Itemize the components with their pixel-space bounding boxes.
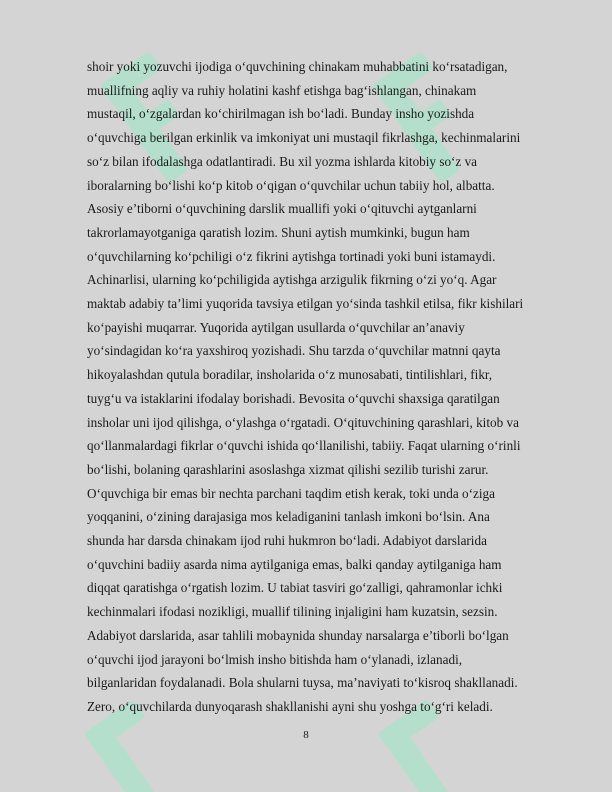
text-line: hikoyalashdan qutula boradilar, insholarida o‘z munosabati, tintilishlari, fikr, [87,367,493,383]
text-line: o‘quvchini badiiy asarda nima aytilganiga emas, balki qanday aytilganiga ham [87,556,502,572]
text-line: takrorlamayotganiga qaratish lozim. Shuni aytish mumkinki, bugun ham [87,224,470,240]
text-line: yo‘sindagidan ko‘ra yaxshiroq yozishadi. Shu tarzda o‘quvchilar matnni qayta [87,343,501,359]
text-line: yoqqanini, o‘zining darajasiga mos keladiganini tanlash imkoni bo‘lsin. Ana [87,509,490,525]
text-line: tuyg‘u va istaklarini ifodalay borishadi. Bevosita o‘quvchi shaxsiga qaratilgan [87,390,500,406]
text-line: o‘quvchilarning ko‘pchiligi o‘z fikrini aytishga tortinadi yoki buni istamaydi. [87,248,496,264]
text-line: Achinarlisi, ularning ko‘pchiligida aytishga arzigulik fikrning o‘zi yo‘q. Agar [87,272,497,288]
text-line: shoir yoki yozuvchi ijodiga o‘quvchining chinakam muhabbatini ko‘rsatadigan, [87,59,508,74]
text-line: diqqat qaratishga o‘rgatish lozim. U tabiat tasviri go‘zalligi, qahramonlar ichki [87,580,503,596]
text-line: o‘quvchiga berilgan erkinlik va imkoniyat uni mustaqil fikrlashga, kechinmalarini [87,130,521,146]
text-line: Zero, o‘quvchilarda dunyoqarash shakllanishi ayni shu yoshga to‘g‘ri keladi. [87,698,493,714]
text-line: kechinmalari ifodasi nozikligi, muallif tilining injaligini ham kuzatsin, sezsin. [87,604,498,620]
text-line: O‘quvchiga bir emas bir nechta parchani taqdim etish kerak, toki unda o‘ziga [87,485,495,501]
text-line: insholar uni ijod qilishga, o‘ylashga o‘rgatadi. O‘qituvchining qarashlari, kitob va [87,414,519,430]
text-line: muallifning aqliy va ruhiy holatini kashf etishga bag‘ishlangan, chinakam [87,82,477,98]
text-line: so‘z bilan ifodalashga odatlantiradi. Bu xil yozma ishlarda kitobiy so‘z va [87,153,478,169]
body-text [87,55,549,719]
text-line: maktab adabiy ta’limi yuqorida tavsiya etilgan yo‘sinda tashkil etilsa, fikr kishilari [87,296,524,312]
text-line: iboralarning bo‘lishi ko‘p kitob o‘qigan o‘quvchilar uchun tabiiy hol, albatta. [87,177,495,193]
text-line: bo‘lishi, bolaning qarashlarini asoslashga xizmat qilishi sezilib turishi zarur. [87,461,489,477]
text-line: qo‘llanmalardagi fikrlar o‘quvchi ishida qo‘llanilishi, tabiiy. Faqat ularning o‘rinli [87,438,521,454]
text-line: ko‘payishi muqarrar. Yuqorida aytilgan usullarda o‘quvchilar an’anaviy [87,319,465,335]
page-number: 8 [303,729,309,741]
text-line: mustaqil, o‘zgalardan ko‘chirilmagan ish bo‘ladi. Bunday insho yozishda [87,106,475,122]
text-line: o‘quvchi ijod jarayoni bo‘lmish insho bitishda ham o‘ylanadi, izlanadi, [87,651,463,667]
text-line: Adabiyot darslarida, asar tahlili mobaynida shunday narsalarga e’tiborli bo‘lgan [87,627,509,643]
text-line: shunda har darsda chinakam ijod ruhi hukmron bo‘ladi. Adabiyot darslarida [87,533,487,549]
text-line: Asosiy e’tiborni o‘quvchining darslik muallifi yoki o‘qituvchi aytganlarni [87,201,477,217]
text-line: bilganlaridan foydalanadi. Bola shularni tuysa, ma’naviyati to‘kisroq shakllanadi. [87,675,518,691]
